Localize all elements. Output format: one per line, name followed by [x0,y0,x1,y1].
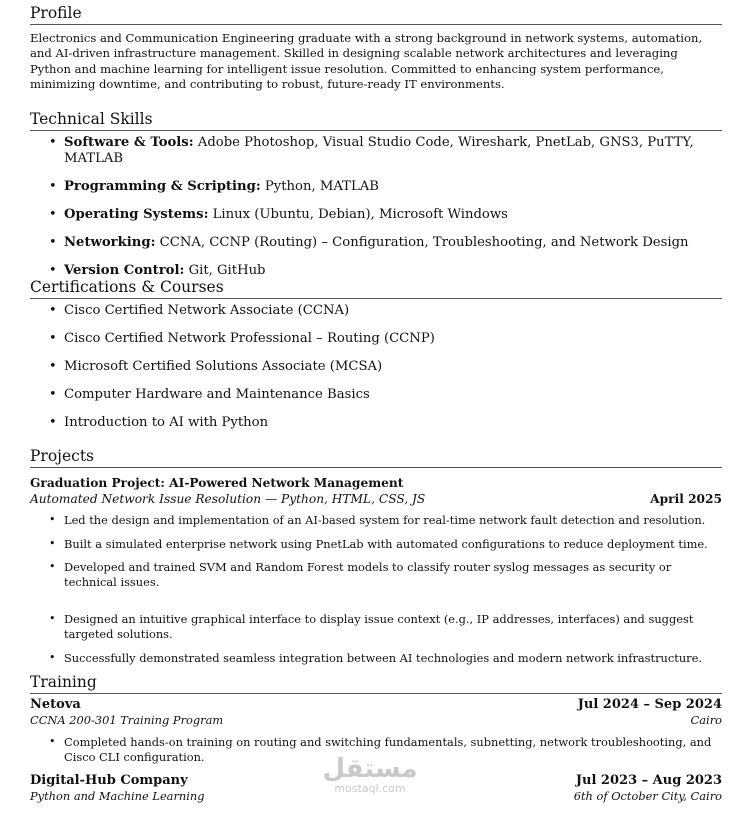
project-bullet: • Led the design and implementation of an AI-based system for real-time network fault detection and resolution. [30,513,722,528]
skill-item [30,207,722,223]
certification-item: • Computer Hardware and Maintenance Basics [30,387,722,403]
skill-label: Software & Tools: [64,135,194,150]
training-bullet: • Completed hands-on training on routing and switching fundamentals, subnetting, network troubleshooting, and Cisco CLI configuration. [30,735,722,764]
certification-item: • Microsoft Certified Solutions Associate (MCSA) [30,359,722,375]
watermark-arabic: مستقل [322,754,418,784]
project-subtitle-row [30,491,722,507]
project-bullet: • Built a simulated enterprise network using PnetLab with automated configurations to reduce deployment time. [30,537,722,552]
watermark-latin: mostaql.com [334,782,406,795]
skill-label: Networking: [64,235,156,250]
profile-section [30,4,722,92]
skill-value: Python, MATLAB [264,179,379,194]
certifications-section [30,278,722,431]
projects-heading: Projects [30,447,722,468]
skills-section [30,110,722,279]
project-date: April 2025 [650,492,722,506]
certification-item: • Introduction to AI with Python [30,415,722,431]
training-dates: Jul 2024 – Sep 2024 [577,697,722,712]
project-bullet: • Developed and trained SVM and Random Forest models to classify router syslog messages as security or technical issues. [30,560,722,589]
training-heading: Training [30,673,722,694]
project-subtitle: Automated Network Issue Resolution — Python, HTML, CSS, JS [30,492,426,506]
certifications-list [30,303,722,431]
profile-heading: Profile [30,4,722,25]
training-program: Python and Machine Learning [30,789,205,804]
skill-label: Programming & Scripting: [64,179,261,194]
skill-label: Operating Systems: [64,207,209,222]
project-bullet: • Successfully demonstrated seamless integration between AI technologies and modern network infrastructure. [30,651,722,666]
certification-item: • Cisco Certified Network Associate (CCNA) [30,303,722,319]
skill-value: Git, GitHub [188,263,266,278]
profile-text: Electronics and Communication Engineering graduate with a strong background in network systems, automation, and AI-driven infrastructure management. Skilled in designing scalable network architectures and leveraging Python and machine learning for intelligent issue resolution. Committed to enhancing system performance, minimizing downtime, and contributing to robust, future-ready IT environments. [30,31,703,91]
skill-item [30,135,722,167]
training-dates: Jul 2023 – Aug 2023 [575,773,722,789]
projects-section [30,447,722,665]
skill-item [30,179,722,195]
mostaql-watermark [322,755,418,795]
certification-item: • Cisco Certified Network Professional – Routing (CCNP) [30,331,722,347]
skill-label: Version Control: [64,263,185,278]
project-bullet: • Designed an intuitive graphical interface to display issue context (e.g., IP addresses, interfaces) and suggest targeted solutions. [30,612,722,641]
training-header-row [30,697,722,713]
certifications-heading: Certifications & Courses [30,278,722,299]
skills-list [30,135,722,279]
skill-value: Linux (Ubuntu, Debian), Microsoft Windows [212,207,508,222]
training-program: CCNA 200-301 Training Program [30,713,224,727]
training-organization: Netova [30,697,81,712]
training-location: Cairo [690,713,722,727]
skills-heading: Technical Skills [30,110,722,131]
skill-value: Adobe Photoshop, Visual Studio Code, Wireshark, PnetLab, GNS3, PuTTY, MATLAB [64,135,694,166]
training-sub-row [30,713,722,728]
project-title: Graduation Project: AI-Powered Network Management [30,476,404,490]
skill-item [30,263,722,279]
project-bullets [30,513,722,665]
skill-value: CCNA, CCNP (Routing) – Configuration, Troubleshooting, and Network Design [159,235,689,250]
training-location: 6th of October City, Cairo [573,789,722,804]
skill-item [30,235,722,251]
training-organization: Digital-Hub Company [30,773,188,789]
